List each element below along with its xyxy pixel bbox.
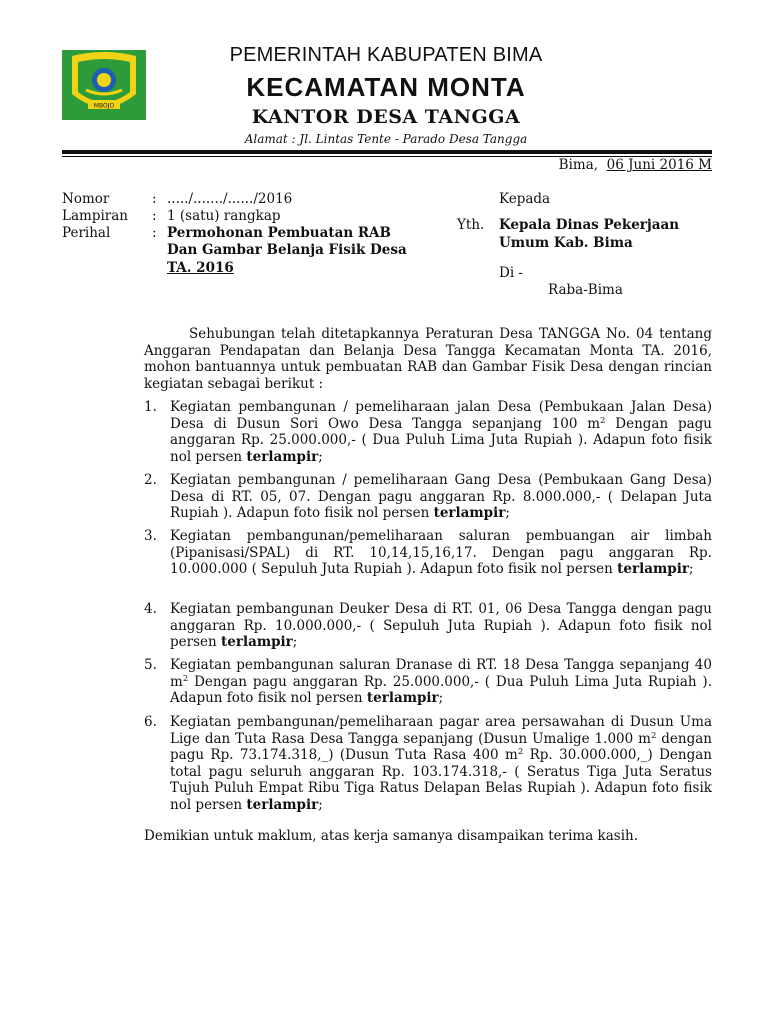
- attached-word: terlampir: [246, 796, 319, 813]
- date-value: 06 Juni 2016 M: [606, 157, 712, 173]
- item-number: 3.: [144, 528, 157, 544]
- attached-word: terlampir: [246, 448, 319, 465]
- list-item: 3. Kegiatan pembangunan/pemeliharaan saluran pembuangan air limbah (Pipanisasi/SPAL) di RT. 10,14,15,16,17. Dengan pagu anggaran Rp. 10.000.000 ( Sepuluh Juta Rupiah ). Adapun foto fisik nol persen terlampir;: [144, 528, 712, 578]
- addressee-yth: Yth.: [457, 217, 485, 233]
- header-government: PEMERINTAH KABUPATEN BIMA: [229, 44, 543, 66]
- addressee-name-line1: Kepala Dinas Pekerjaan: [499, 217, 680, 233]
- attached-word: terlampir: [433, 505, 506, 522]
- header-address: Alamat : Jl. Lintas Tente - Parado Desa Tangga: [244, 132, 528, 146]
- addressee-place: Raba-Bima: [548, 282, 623, 298]
- lampiran-value: 1 (satu) rangkap: [167, 208, 281, 224]
- closing-paragraph: Demikian untuk maklum, atas kerja samanya disampaikan terima kasih.: [144, 828, 638, 844]
- list-item: 5. Kegiatan pembangunan saluran Dranase di RT. 18 Desa Tangga sepanjang 40 $m^2$ Dengan pagu anggaran Rp. 25.000.000,- ( Dua Puluh Lima Juta Rupiah ). Adapun foto fisik nol persen terlampir;: [144, 657, 712, 707]
- date-place: Bima,: [558, 157, 599, 173]
- list-item: 4. Kegiatan pembangunan Deuker Desa di RT. 01, 06 Desa Tangga dengan pagu anggaran Rp. 10.000.000,- ( Sepuluh Juta Rupiah ). Adapun foto fisik nol persen terlampir;: [144, 601, 712, 651]
- list-item: 6. Kegiatan pembangunan/pemeliharaan pagar area persawahan di Dusun Uma Lige dan Tuta Rasa Desa Tangga sepanjang (Dusun Umalige 1.000 $m^2$ dengan pagu Rp. 73.174.318,_) (Dusun Tuta Rasa 400 $m^2$ Rp. 30.000.000,_) Dengan total pagu seluruh anggaran Rp. 103.174.318,- ( Seratus Tiga Juta Seratus Tujuh Puluh Empat Ribu Tiga Ratus Delapan Belas Rupiah ). Adapun foto fisik nol persen terlampir;: [144, 714, 712, 813]
- perihal-label: Perihal: [62, 225, 111, 241]
- item-number: 1.: [144, 399, 157, 415]
- regency-emblem-logo: [62, 50, 146, 120]
- nomor-value: ...../......./....../2016: [167, 191, 293, 207]
- intro-paragraph: Sehubungan telah ditetapkannya Peraturan Desa TANGGA No. 04 tentang Anggaran Pendapatan dan Belanja Desa Tangga Kecamatan Monta TA. 2016, mohon bantuannya untuk pembuatan RAB dan Gambar Fisik Desa dengan rincian kegiatan sebagai berikut :: [144, 326, 712, 392]
- item-number: 4.: [144, 601, 157, 617]
- header-village-office: KANTOR DESA TANGGA: [251, 106, 521, 128]
- colon: :: [152, 208, 157, 224]
- letter-date: [440, 157, 712, 173]
- perihal-line2: Dan Gambar Belanja Fisik Desa: [167, 242, 407, 258]
- colon: :: [152, 225, 157, 241]
- header-rule-thick: [62, 150, 712, 154]
- perihal-line1: Permohonan Pembuatan RAB: [167, 225, 391, 241]
- lampiran-label: Lampiran: [62, 208, 128, 224]
- addressee-kepada: Kepada: [499, 191, 551, 207]
- attached-word: terlampir: [221, 634, 293, 651]
- logo-text: MBOJO: [93, 102, 115, 110]
- header-district: KECAMATAN MONTA: [246, 72, 526, 102]
- list-item: 2. Kegiatan pembangunan / pemeliharaan Gang Desa (Pembukaan Gang Desa) Desa di RT. 05, 07. Dengan pagu anggaran Rp. 8.000.000,- ( Delapan Juta Rupiah ). Adapun foto fisik nol persen terlampir;: [144, 472, 712, 522]
- item-number: 2.: [144, 472, 157, 488]
- addressee-di: Di -: [499, 265, 523, 281]
- attached-word: terlampir: [617, 561, 689, 578]
- perihal-line3: TA. 2016: [167, 260, 234, 276]
- list-item: 1. Kegiatan pembangunan / pemeliharaan jalan Desa (Pembukaan Jalan Desa) Desa di Dusun Sori Owo Desa Tangga sepanjang 100 $m^2$ Dengan pagu anggaran Rp. 25.000.000,- ( Dua Puluh Lima Juta Rupiah ). Adapun foto fisik nol persen terlampir;: [144, 399, 712, 465]
- item-number: 6.: [144, 714, 157, 730]
- nomor-label: Nomor: [62, 191, 110, 207]
- attached-word: terlampir: [366, 690, 439, 707]
- colon: :: [152, 191, 157, 207]
- item-number: 5.: [144, 657, 157, 673]
- addressee-name-line2: Umum Kab. Bima: [499, 235, 633, 251]
